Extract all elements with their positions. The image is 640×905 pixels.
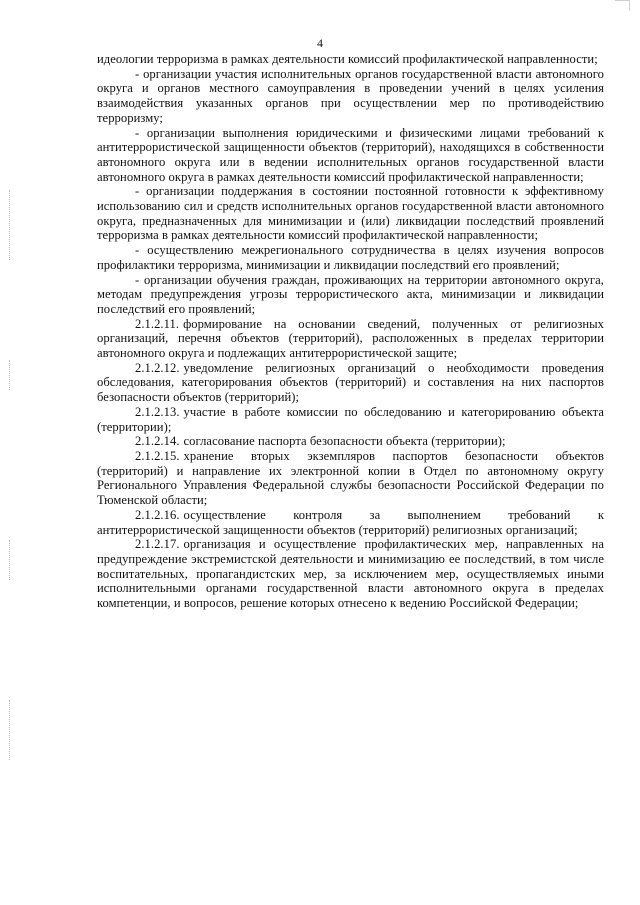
paragraph-numbered [97,361,604,405]
paragraph-text: - осуществлению межрегионального сотрудничества в целях изучения вопросов профилактики терроризма, минимизации и ликвидации последствий его проявлений; [97,243,604,272]
paragraph-number: 2.1.2.11. [135,316,180,331]
document-body [97,52,604,611]
paragraph-text: согласование паспорта безопасности объекта (территории); [183,434,506,449]
paragraph-numbered [97,449,604,508]
paragraph-bullet [97,243,604,272]
page-number: 4 [317,36,323,50]
paragraph-text: хранение вторых экземпляров паспортов безопасности объектов (территорий) и направление их электронной копии в Отдел по автономному округу Регионального Управления Федеральной службы безопасности Российской Федерации по Тюменской области; [97,448,604,508]
margin-scan-artifact-1 [9,190,11,260]
paragraph-text: осуществление контроля за выполнением требований к антитеррористической защищенности объектов (территорий) религиозных организаций; [97,507,604,537]
paragraph-continuation [97,52,604,67]
paragraph-numbered [97,508,604,537]
paragraph-bullet [97,273,604,317]
paragraph-bullet [97,184,604,243]
corner-scan-mark [615,0,630,11]
margin-scan-artifact-4 [9,700,11,760]
paragraph-text: - организации обучения граждан, проживающих на территории автономного округа, методам предупреждения угрозы террористического акта, минимизации и ликвидации последствий его проявлений; [97,272,604,316]
margin-scan-artifact-2 [9,360,11,390]
paragraph-numbered [97,434,604,449]
paragraph-number: 2.1.2.14. [135,434,180,449]
paragraph-number: 2.1.2.17. [135,537,180,552]
paragraph-text: уведомление религиозных организаций о необходимости проведения обследования, категорирования объектов (территорий) и составления на них паспортов безопасности объектов (территорий); [97,360,604,405]
paragraph-numbered [97,317,604,361]
paragraph-text: - организации поддержания в состоянии постоянной готовности к эффективному использованию сил и средств исполнительных органов государственной власти автономного округа, предназначенных для минимизации и (или) ликвидации последствий проявлений терроризма в рамках деятельности комиссий профилактической направленности; [97,184,604,243]
paragraph-text: - организации участия исполнительных органов государственной власти автономного округа и органов местного самоуправления в проведении учений в целях усиления взаимодействия указанных органов при осуществлении мер по противодействию терроризму; [97,66,604,125]
paragraph-numbered [97,537,604,611]
paragraph-text: - организации выполнения юридическими и физическими лицами требований к антитеррористической защищенности объектов (территорий), находящихся в собственности автономного округа или в ведении исполнительных органов государственной власти автономного округа в рамках деятельности комиссий профилактической направленности; [97,125,604,184]
paragraph-text: формирование на основании сведений, полученных от религиозных организаций, перечня объектов (территорий), расположенных в пределах территории автономного округа и подлежащих антитеррористической защите; [97,316,604,361]
paragraph-number: 2.1.2.12. [135,360,180,375]
paragraph-text: организация и осуществление профилактических мер, направленных на предупреждение экстремистской деятельности и минимизацию ее последствий, в том числе воспитательных, пропагандистских мер, за исключением мер, осуществляемых иными исполнительными органами государственной власти автономного округа в пределах компетенции, и вопросов, решение которых отнесено к ведению Российской Федерации; [97,537,604,611]
paragraph-number: 2.1.2.16. [135,507,180,522]
paragraph-number: 2.1.2.15. [135,448,180,463]
paragraph-number: 2.1.2.13. [135,404,180,419]
paragraph-bullet [97,67,604,126]
paragraph-bullet [97,126,604,185]
margin-scan-artifact-3 [9,540,11,580]
paragraph-text: участие в работе комиссии по обследованию и категорированию объекта (территории); [97,404,604,434]
paragraph-numbered [97,405,604,434]
paragraph-text: идеологии терроризма в рамках деятельности комиссий профилактической направленности; [97,52,598,66]
